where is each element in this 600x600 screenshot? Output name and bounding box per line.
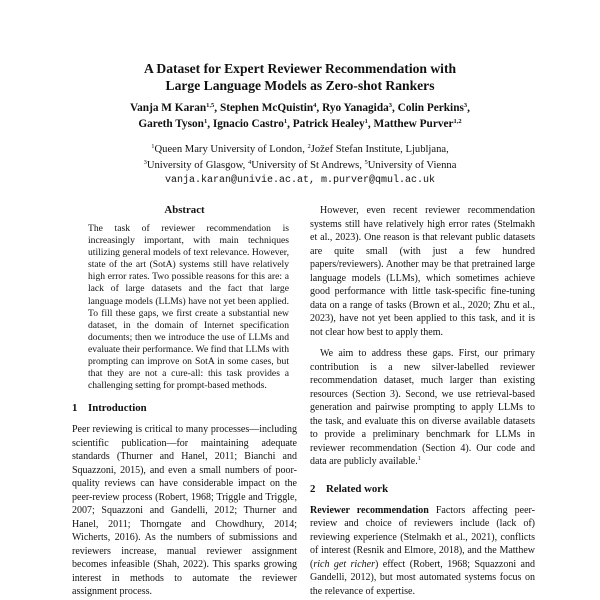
left-column: [72, 204, 297, 599]
author-affil-sup: 1,2: [453, 118, 462, 125]
affiliation: Queen Mary University of London,: [154, 144, 308, 155]
paper-title: [40, 60, 560, 94]
title-line-1: A Dataset for Expert Reviewer Recommendation with: [143, 61, 457, 76]
author-affil-sup: 3: [463, 102, 468, 109]
author-name: Ryo Yanagida: [322, 102, 389, 114]
affil-sup: 3: [143, 158, 147, 166]
paragraph-text: Factors affecting peer-review and choice of reviewers include (lack of) reviewing experience (Stelmakh et al., 2021), conflicts of interest (Resnik and Elmore, 2018), and the Matthew (: [310, 504, 535, 570]
paragraph-italic: rich get richer: [313, 558, 375, 570]
section-heading-introduction: [72, 402, 297, 417]
author-name: Stephen McQuistin: [219, 102, 314, 114]
author-affil-sup: 1: [283, 118, 288, 125]
footnote-marker[interactable]: 1: [417, 455, 421, 462]
title-line-2: Large Language Models as Zero-shot Rankers: [165, 78, 435, 93]
section-title: Related work: [326, 482, 389, 495]
affiliation: Jožef Stefan Institute, Ljubljana,: [310, 144, 449, 155]
section-number: 2: [310, 482, 316, 495]
affiliation: University of Glasgow,: [146, 159, 248, 171]
author-line-2: Gareth Tyson$^1$, Ignacio Castro$^1$, Patrick Healey$^1$, Matthew Purver$^{1,2}$: [138, 118, 462, 130]
author-name: Vanja M Karan: [130, 102, 207, 114]
affiliations: [40, 142, 560, 189]
author-list: [40, 100, 560, 132]
author-line-1: Vanja M Karan$^{1,5}$, Stephen McQuistin$^4$, Ryo Yanagida$^3$, Colin Perkins$^3$,: [130, 102, 470, 114]
abstract-text: The task of reviewer recommendation is increasingly important, with main techniques utilizing general models of text relevance. However, state of the art (SotA) systems still have relatively high error rates. Two possible reasons for this are: a lack of large datasets and the fact that large language models (LLMs) have not yet been applied. To fill these gaps, we first create a substantial new dataset, in the domain of Internet specification documents; then we introduce the use of LLMs and evaluate their performance. We find that LLMs with prompting can improve on SotA in some cases, but that they are not a cure-all: this task provides a challenging setting for prompt-based methods.: [88, 223, 290, 392]
author-affil-sup: 1,5: [206, 102, 215, 109]
intro-paragraph: Peer reviewing is critical to many processes—including scientific publication—for maintaining adequate standards (Thurner and Hanel, 2011; Bianchi and Squazzoni, 2015), and even a small numbers of poor-quality reviews can have considerable impact on the peer-review process (Robert, 1968; Triggle and Triggle, 2007; Squazzoni and Gandelli, 2012; Thurner and Hanel, 2011; Thorngate and Chowdhury, 2014; Wicherts, 2016). As the numbers of submissions and reviewers increase, manual reviewer assignment becomes infeasible (Shah, 2022). This sparks growing interest in methods to automate the reviewer assignment process.: [72, 424, 297, 598]
affiliation-line-1: [40, 142, 560, 158]
author-name: Gareth Tyson: [138, 118, 204, 130]
author-name: Patrick Healey: [292, 118, 365, 130]
author-name: Colin Perkins: [397, 102, 464, 114]
intro-paragraph-3: [310, 347, 535, 469]
paragraph-lead: Reviewer recommendation: [310, 504, 429, 516]
author-emails[interactable]: vanja.karan@univie.ac.at, m.purver@qmul.ac.uk: [164, 175, 436, 186]
section-title: Introduction: [88, 402, 147, 415]
author-name: Ignacio Castro: [212, 118, 284, 130]
author-affil-sup: 1: [364, 118, 368, 125]
author-affil-sup: 4: [313, 102, 317, 109]
affiliation-line-2: [40, 158, 560, 174]
section-number: 1: [72, 402, 78, 415]
affil-sup: 1: [151, 143, 155, 150]
affil-sup: 5: [364, 158, 368, 166]
intro-paragraph-2: However, even recent reviewer recommendation systems still have relatively high error rates (Stelmakh et al., 2023). One reason is that relevant public datasets are quite small (with just a few hundred papers/reviewers). Another may be that pretrained large language models (LLMs), which sometimes achieve good performance with little task-specific fine-tuning data on a range of tasks (Brown et al., 2020; Zhu et al., 2023), have not yet been applied to this task, and it is not clear how best to apply them.: [310, 205, 535, 338]
paragraph-text: We aim to address these gaps. First, our primary contribution is a new silver-labelled reviewer recommendation dataset, much larger than existing resources (Section 3). Second, we use retrieval-based generation and pairwise prompting to apply LLMs to the task, and evaluate this on diverse available datasets to provide a preliminary benchmark for LLMs in reviewer recommendation (Section 4). Our code and data are publicly available.: [310, 348, 535, 467]
related-work-paragraph: [310, 504, 535, 599]
author-name: Matthew Purver: [373, 118, 454, 130]
affil-sup: 4: [247, 158, 252, 166]
author-affil-sup: 1: [203, 118, 208, 125]
section-heading-related-work: [310, 483, 535, 498]
affiliation: University of Vienna: [367, 159, 457, 171]
right-column: [310, 204, 535, 598]
affiliation: University of St Andrews,: [251, 159, 365, 171]
paragraph-text: ) effect (Robert, 1968; Squazzoni and Gandelli, 2012), but most automated systems focus on the relevance of expertise.: [310, 558, 535, 597]
abstract-heading: Abstract: [164, 204, 205, 216]
affil-sup: 2: [307, 143, 311, 150]
author-affil-sup: 3: [388, 102, 392, 109]
